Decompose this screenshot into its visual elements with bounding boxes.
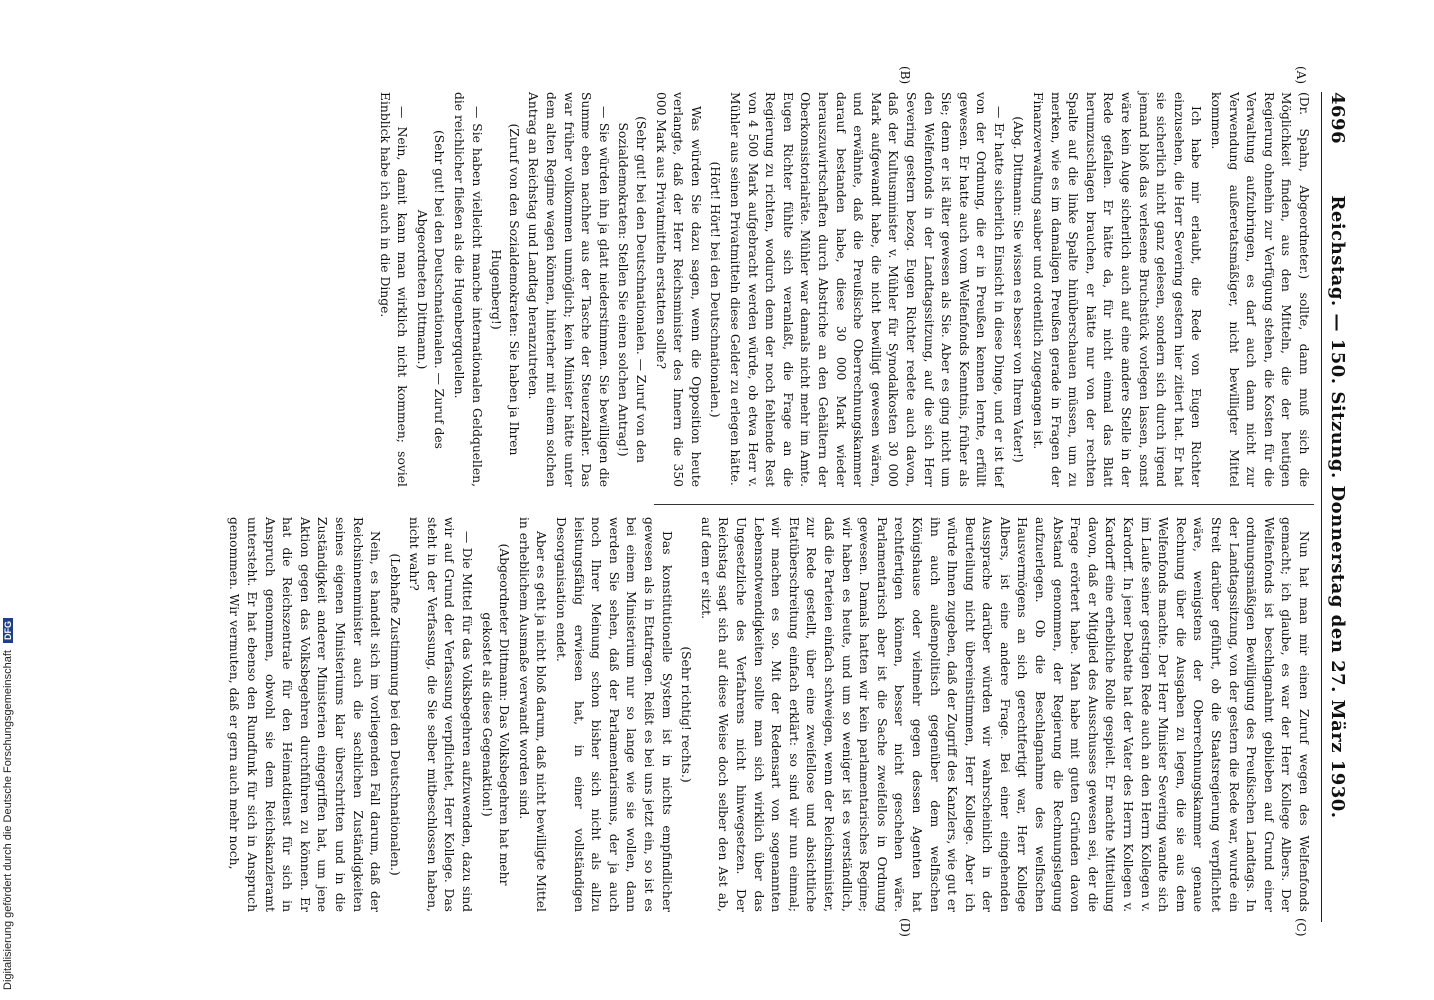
page-title: Reichstag. — 150. Sitzung. Donnerstag den 27. März 1930. <box>1327 195 1348 819</box>
page-number: 4696 <box>1327 92 1348 145</box>
margin-marker-c: (C) <box>1294 918 1308 937</box>
paragraph: Ich habe mir erlaubt, die Rede von Eugen Richter einzusehen, die Herr Severing gestern hier zitiert hat. Er hat sie sicherlich nicht ganz gelesen, sondern sich durch irgend jemand bloß das verlesene Bruchstück vorlegen lassen, sonst wäre kein Auge sicherlich auch auf eine andere Stelle in der Rede gefallen. Er hätte da, für nicht einmal das Blatt herumzuschlagen brauchen, er hätte nur von der rechten Spalte auf die linke Spalte hinüberschauen müssen, um zu merken, wie es im damaligen Preußen gerade in Fragen der Finanzverwaltung sauber und ordentlich zugegangen ist. <box>1031 92 1204 487</box>
paragraph: — Sie würden ihn ja glatt niederstimmen. Sie bewilligen die Summe eben nachher aus der Tasche der Steuerzahler. Das war früher vollkommen unmöglich; kein Minister hätte unter dem alten Regime wagen können, hinterher mit einem solchen Antrag an Reichstag und Landtag heranzutreten. <box>526 92 611 487</box>
interjection: (Abg. Dittmann: Sie wissen es besser von Ihrem Vater!) <box>1011 116 1026 463</box>
paragraph: — Sie haben vielleicht manche internationalen Geldquellen, die reichlicher fließen als die Hugenbergquellen. <box>452 92 484 487</box>
paragraph: — Die Mittel für das Volksbegehren aufzuwenden, dazu sind wir auf Grund der Verfassung verpflichtet, Herr Kollege. Das steht in der Verfassung, die Sie selber mitbeschlossen haben, nicht wahr? <box>407 517 475 912</box>
column-divider <box>654 504 1314 505</box>
header-rule <box>1321 92 1322 922</box>
margin-marker-b: (B) <box>898 66 912 85</box>
interjection: (Zuruf von den Sozialdemokraten: Sie haben ja Ihren Hugenberg!) <box>489 123 521 456</box>
interjection: (Sehr richtig! rechts.) <box>679 646 694 783</box>
digitization-credit <box>2 618 14 990</box>
left-text-column <box>373 92 1312 487</box>
paragraph: Nein, es handelt sich im vorliegenden Fall darum, daß der Reichsinnenminister auch die sachlichen Zuständigkeiten seines eigenen Ministeriums klar überschritten und in die Zuständigkeit anderer Ministerien eingegriffen hat, um jene Aktion gegen das Volksbegehren durchführen zu können. Er hat die Reichszentrale für den Heimatdienst für sich in Anspruch genommen, obwohl sie dem Reichskanzleramt untersteht. Er hat ebenso den Rundfunk für sich in Anspruch genommen. Wir vermuten, daß er gern auch mehr noch, <box>227 517 383 912</box>
paragraph: — Nein, damit kann man wirklich nicht kommen; soviel Einblick habe ich auch in die Dinge. <box>377 92 410 487</box>
paragraph: — Er hatte sicherlich Einsicht in diese Dinge, und er ist tief von der Ordnung, die er in Preußen kennen lernte, erfüllt gewesen. Er hatte auch vom Welfenfonds Kenntnis, früher als Sie; denn er ist älter gewesen als Sie. Aber es ging nicht um den Welfenfonds in der Landtagssitzung, auf die sich Herr Severing gestern bezog. Eugen Richter redete auch davon, daß der Kultusminister v. Mühler für Synodalkosten 30 000 Mark aufgewandt habe, die nicht bewilligt gewesen wären, und erwähnte, daß die Preußische Oberrechnungskammer darauf bestanden habe, diese 30 000 Mark wieder herauszuwirtschaften durch Abstriche an den Gehältern der Oberkonsistorialräte. Mühler war damals nicht mehr im Amte. Eugen Richter fühlte sich veranlaßt, die Frage an die Regierung zu richten, wodurch denn der noch fehlende Rest von 4 500 Mark aufgebracht werden würde, ob etwa Herr v. Mühler aus seinen Privatmitteln diese Gelder zu erlegen hätte. <box>728 92 1006 487</box>
dfg-logo: DFG <box>3 618 13 643</box>
paragraph: Das konstitutionelle System ist in nichts empfindlicher gewesen als in Etatfragen. Reißt es bei uns jetzt ein, so ist es bei einem Ministerium nur so lange wie sie wollen, dann werden Sie sehen, daß der Parlamentarismus, der ja auch noch Ihrer Meinung schon bisher sich nicht als allzu leistungsfähig erwiesen hat, in einer vollständigen Desorganisation endet. <box>554 517 674 912</box>
interjection: (Hört! Hört! bei den Deutschnationalen.) <box>708 161 723 418</box>
paragraph: Was würden Sie dazu sagen, wenn die Opposition heute verlangte, daß der Herr Reichsminister des Innern die 350 000 Mark aus Privatmitteln erstatten sollte? <box>653 92 703 487</box>
margin-marker-a: (A) <box>1294 66 1308 85</box>
digitization-credit-text: Digitalisierung gefördert durch die Deutsche Forschungsgemeinschaft <box>2 650 14 990</box>
paragraph: Nun hat man mir einen Zuruf wegen des Welfenfonds gemacht; ich glaube, es war der Herr Kollege Albers. Der Welfenfonds ist beschlagnahmt geblieben auf Grund einer ordnungsmäßigen Bewilligung des Preußischen Landtags. In der Landtagssitzung, von der gestern die Rede war, wurde ein Streit darüber geführt, ob die Staatsregierung verpflichtet wäre, wenigstens der Oberrechnungskammer genaue Rechnung über die Ausgaben zu legen, die sie aus dem Welfenfonds machte. Der Herr Minister Severing wandte sich im Laufe seiner gestrigen Rede auch an den Herrn Kollegen v. Kardorff. In jener Debatte hat der Vater des Herrn Kollegen v. Kardorff eine erhebliche Rolle gespielt. Er machte Mitteilung davon, daß er Mitglied des Ausschusses gewesen sei, der die Frage erörtert habe. Man habe mit guten Gründen davon Abstand genommen, der Regierung die Rechnungslegung aufzuerlegen. Ob die Beschlagnahme des welfischen Hausvermögens an sich gerechtfertigt war, Herr Kollege Albers, ist eine andere Frage. Bei einer eingehenden Aussprache darüber würden wir wahrscheinlich in der Beurteilung nicht übereinstimmen, Herr Kollege. Aber ich würde Ihnen zugeben, daß der Zugriff des Kanzlers, wie gut er ihn auch außenpolitisch gegenüber dem welfischen Königshause oder vielmehr gegen dessen Agenten hat rechtfertigen können, besser nicht geschehen wäre. Parlamentarisch aber ist die Sache zweifellos in Ordnung gewesen. Damals hatten wir kein parlamentarisches Regime; wir haben es heute, und um so weniger ist es verständlich, daß die Parteien einfach schweigen, wenn der Reichsminister, zur Rede gestellt, über eine zweifellose und absichtliche Etatüberschreitung einfach erklärt: so sind wir nun einmal; wir machen es so. Mit der Redensart von sogenannten Lebensnotwendigkeiten sollte man sich wirklich über das Ungesetzliche des Verfahrens nicht hinwegsetzen. Der Reichstag sagt sich auf diese Weise doch selber den Ast ab, auf dem er sitzt. <box>698 517 1311 912</box>
paragraph: Aber es geht ja nicht bloß darum, daß nicht bewilligte Mittel in erheblichem Ausmaße verwandt worden sind. <box>516 517 549 912</box>
interjection: (Sehr gut! bei den Deutschnationalen. — Zuruf des Abgeordneten Dittmann.) <box>414 130 447 449</box>
page-header <box>1318 92 1352 922</box>
interjection: (Lebhafte Zustimmung bei den Deutschnationalen.) <box>387 553 402 876</box>
paragraph: (Dr. Spahn, Abgeordneter.) sollte, dann muß sich die Möglichkeit finden, aus den Mitteln, die der heutigen Regierung ohnehin zur Verfügung stehen, die Kosten für die Verwaltung aufzubringen, es darf auch dann nicht zur Verwendung außeretatsmäßiger, nicht bewilligter Mittel kommen. <box>1209 92 1311 487</box>
right-text-column <box>223 517 1312 912</box>
rotated-document-page <box>102 66 1352 937</box>
interjection: (Sehr gut! bei den Deutschnationalen. — Zuruf von den Sozialdemokraten: Stellen Sie einen solchen Antrag!) <box>616 116 649 463</box>
margin-marker-d: (D) <box>898 918 912 937</box>
interjection: (Abgeordneter Dittmann: Das Volksbegehren hat mehr gekostet als diese Gegenaktion!) <box>479 543 512 886</box>
